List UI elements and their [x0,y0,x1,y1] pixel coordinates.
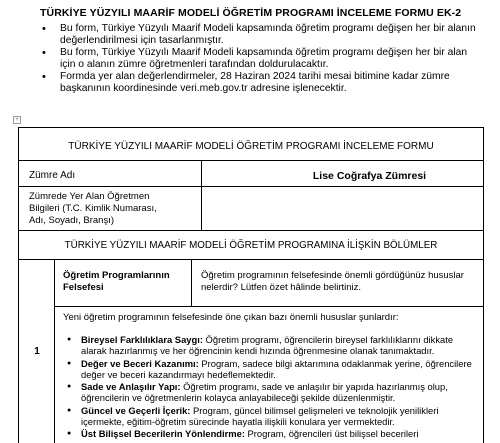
section-header-row [55,260,483,307]
form-title-row [19,128,483,161]
answer-item [63,334,473,357]
document-title: TÜRKİYE YÜZYILI MAARİF MODELİ ÖĞRETİM PROGRAMI İNCELEME FORMU EK-2 [40,7,462,19]
answer-text: Program, öğrencileri üst bilişsel becerileri [244,428,419,440]
answer-list[interactable] [63,334,473,441]
intro-item: • Bu form, Türkiye Yüzyılı Maarif Modeli kapsamında öğretim programı değişen her bir alanın değerlendirilmesi için tasarlanmıştır. [40,23,480,47]
answer-term: Değer ve Beceri Kazanımı: [81,357,199,369]
sections-heading-row [19,231,483,260]
answer-term: Üst Bilişsel Becerilerin Yönlendirme: [81,428,245,440]
column-divider [191,260,192,306]
zumre-row [19,161,483,187]
answer-item [63,405,473,428]
zumre-value-field[interactable]: Lise Coğrafya Zümresi [312,170,427,182]
answer-text: Öğretim programı, öğrencilerin bireysel farklılıklarını dikkate alarak hazırlanmış ve her öğrencinin kendi hızında öğrenmesine olanak tanımaktadır. [81,334,454,357]
answer-intro[interactable]: Yeni öğretim programının felsefesinde öne çıkan bazı önemli hususlar şunlardır: [63,312,399,323]
evaluation-form-table [18,127,484,443]
teacher-info-label: Zümrede Yer Alan Öğretmen Bilgileri (T.C. Kimlik Numarası, Adı, Soyadı, Branşı) [29,191,157,226]
sections-heading: TÜRKİYE YÜZYILI MAARİF MODELİ ÖĞRETİM PROGRAMINA İLİŞKİN BÖLÜMLER [64,240,438,251]
answer-text: Program, sadece bilgi aktarımına odaklanmak yerine, öğrencilere değer ve beceri kazandırmayı hedeflemektedir. [81,357,472,380]
section-name: Öğretim Programlarının Felsefesi [63,270,170,293]
answer-term: Güncel ve Geçerli İçerik: [81,404,191,416]
intro-item: • Formda yer alan değerlendirmeler, 28 Haziran 2024 tarihi mesai bitimine kadar zümre başkanının koordinesinde veri.meb.gov.tr adresine işlenecektir. [40,71,480,95]
answer-item [63,381,473,404]
section-number: 1 [34,346,40,357]
zumre-label: Zümre Adı [29,170,76,181]
answer-item [63,428,473,439]
answer-text: Program, güncel bilimsel gelişmeleri ve teknolojik yenilikleri içermekte, eğitim-öğretim sürecinde hayatla ilişkili konulara yer vermektedir. [81,404,439,428]
table-move-handle-icon[interactable]: + [13,116,21,124]
intro-list [40,23,480,95]
form-title: TÜRKİYE YÜZYILI MAARİF MODELİ ÖĞRETİM PROGRAMI İNCELEME FORMU [68,141,434,152]
answer-term: Bireysel Farklılıklara Saygı: [81,334,203,345]
intro-item: • Bu form, Türkiye Yüzyılı Maarif Modeli kapsamında öğretim programı değişen her bir alan için o alanın zümre öğretmenleri tarafından doldurulacaktır. [40,47,480,71]
column-divider [201,161,202,186]
answer-item [63,358,473,381]
answer-text: Öğretim programı, sade ve anlaşılır bir yapıda hazırlanmış olup, öğrencilerin ve öğretmenlerin kolayca anlayabileceği şekilde düzenlenmiştir. [81,381,448,404]
section-number-column [19,260,55,443]
teacher-info-row [19,187,483,231]
column-divider [201,187,202,230]
section-question: Öğretim programının felsefesinde önemli gördüğünüz hususlar nelerdir? Lütfen özet hâlinde belirtiniz. [201,270,464,293]
answer-term: Sade ve Anlaşılır Yapı: [81,381,181,393]
